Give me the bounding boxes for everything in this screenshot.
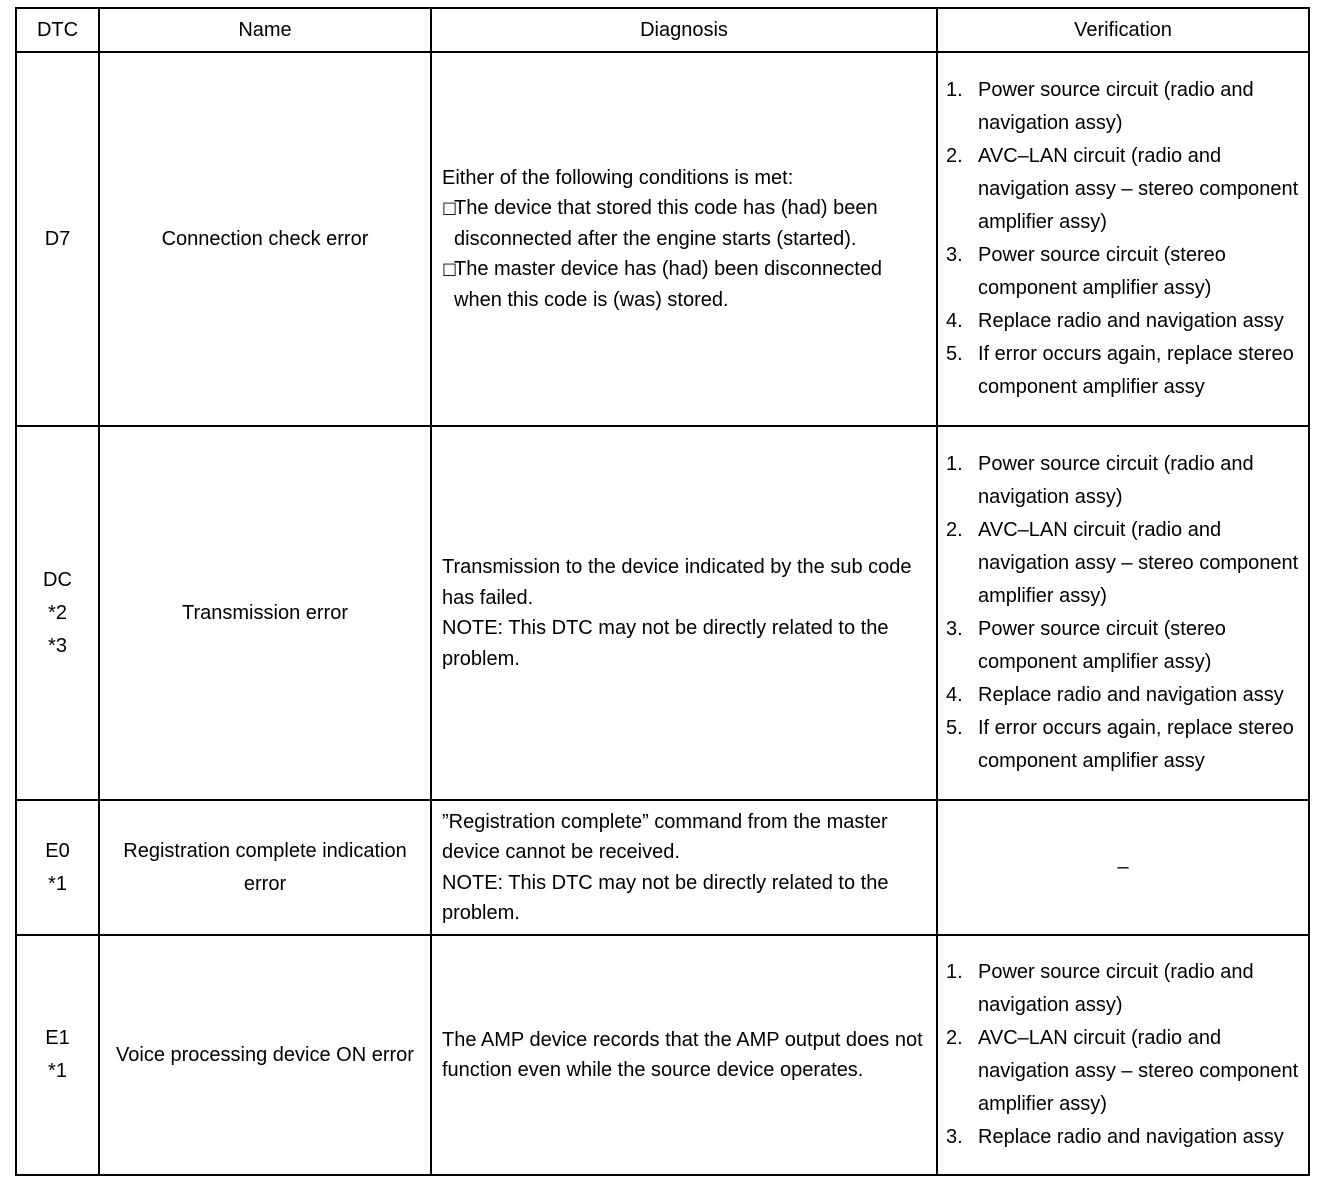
diagnosis-cell: [431, 426, 937, 800]
name-cell: Transmission error: [99, 426, 431, 800]
header-diagnosis: Diagnosis: [431, 8, 937, 52]
dtc-footnote: *3: [48, 634, 67, 657]
diagnosis-text: Transmission to the device indicated by the sub code has failed.: [442, 556, 912, 609]
dtc-table: [15, 7, 1310, 1176]
header-row: [16, 8, 1309, 52]
table-row: [16, 52, 1309, 426]
list-item: 5. If error occurs again, replace stereo component amplifier assy: [946, 343, 1294, 398]
dtc-cell: [16, 935, 99, 1175]
list-item: 2. AVC–LAN circuit (radio and navigation assy – stereo component amplifier assy): [946, 1027, 1299, 1115]
dtc-footnote: *2: [48, 601, 67, 624]
diagnosis-intro: Either of the following conditions is met:: [442, 166, 794, 189]
dtc-footnote: *1: [48, 1060, 67, 1082]
list-item: 2. AVC–LAN circuit (radio and navigation assy – stereo component amplifier assy): [946, 519, 1299, 607]
header-dtc: DTC: [16, 8, 99, 52]
verification-cell: [937, 935, 1309, 1175]
diagnosis-text: ”Registration complete” command from the master device cannot be received.: [442, 810, 888, 863]
dtc-code: E0: [45, 839, 70, 862]
dtc-footnote: *1: [48, 872, 67, 895]
diagnosis-bullet-text: The master device has (had) been disconnected when this code is (was) stored.: [454, 258, 883, 311]
diagnosis-note: NOTE: This DTC may not be directly related to the problem.: [442, 871, 889, 924]
name-cell: Registration complete indication error: [99, 800, 431, 935]
list-item: 3. Power source circuit (stereo component amplifier assy): [946, 244, 1226, 299]
diagnosis-text: The AMP device records that the AMP output does not function even while the source device operates.: [442, 1028, 923, 1081]
verification-list: [946, 448, 1300, 778]
table-row: [16, 426, 1309, 800]
verification-list: [946, 74, 1300, 404]
diagnosis-bullet-text: The device that stored this code has (had) been disconnected after the engine starts (started).: [454, 197, 878, 250]
diagnosis-cell: [431, 800, 937, 935]
header-name: Name: [99, 8, 431, 52]
verification-cell: [937, 426, 1309, 800]
dtc-code: D7: [44, 227, 71, 250]
dtc-code: E1: [45, 1027, 70, 1049]
list-item: 2. AVC–LAN circuit (radio and navigation assy – stereo component amplifier assy): [946, 145, 1299, 233]
verification-cell: [937, 52, 1309, 426]
list-item: 1. Power source circuit (radio and navigation assy): [946, 961, 1254, 1016]
name-cell: Connection check error: [99, 52, 431, 426]
list-item: 5. If error occurs again, replace stereo component amplifier assy: [946, 717, 1294, 772]
list-item: 3. Power source circuit (stereo component amplifier assy): [946, 618, 1226, 673]
list-item: 3. Replace radio and navigation assy: [946, 1126, 1284, 1148]
dtc-cell: [16, 426, 99, 800]
diagnosis-cell: [431, 935, 937, 1175]
list-item: 1. Power source circuit (radio and navigation assy): [946, 453, 1254, 508]
checkbox-bullet-icon: □: [442, 198, 458, 218]
list-item: 4. Replace radio and navigation assy: [946, 684, 1284, 706]
diagnosis-bullet: [442, 193, 926, 254]
checkbox-bullet-icon: □: [442, 259, 458, 279]
diagnosis-cell: [431, 52, 937, 426]
diagnosis-note: NOTE: This DTC may not be directly related to the problem.: [442, 617, 889, 670]
dtc-code: DC: [43, 568, 72, 591]
verification-list: [946, 956, 1300, 1154]
table-row: [16, 935, 1309, 1175]
verification-cell: –: [937, 800, 1309, 935]
diagnosis-bullet: [442, 254, 926, 315]
list-item: 4. Replace radio and navigation assy: [946, 310, 1284, 332]
dtc-cell: [16, 52, 99, 426]
table-row: [16, 800, 1309, 935]
name-cell: Voice processing device ON error: [99, 935, 431, 1175]
list-item: 1. Power source circuit (radio and navigation assy): [946, 79, 1254, 134]
header-verification: Verification: [937, 8, 1309, 52]
dtc-cell: [16, 800, 99, 935]
